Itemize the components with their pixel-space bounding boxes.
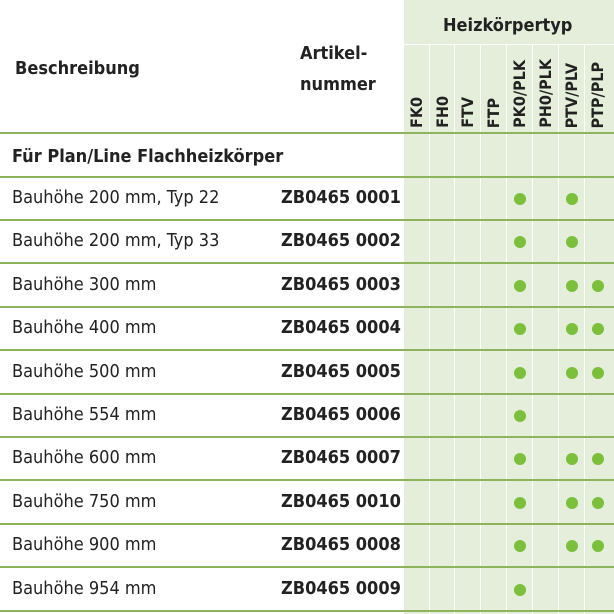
radiator-type-header — [559, 58, 584, 128]
radiator-type-label: FTP — [484, 97, 503, 128]
compatibility-dot-icon — [514, 453, 526, 465]
row-article-number: ZB0465 0005 — [281, 361, 401, 382]
article-column-header-line2: nummer — [300, 74, 376, 95]
row-article-number: ZB0465 0004 — [281, 317, 401, 338]
row-article-number: ZB0465 0002 — [281, 230, 401, 251]
compatibility-dot-icon — [566, 540, 578, 552]
description-column-header: Beschreibung — [15, 58, 140, 79]
table-row — [0, 352, 614, 393]
compatibility-dot-icon — [566, 236, 578, 248]
table-row — [0, 569, 614, 610]
table-row — [0, 438, 614, 479]
row-article-number: ZB0465 0010 — [281, 491, 401, 512]
compatibility-dot-icon — [514, 410, 526, 422]
row-article-number: ZB0465 0003 — [281, 274, 401, 295]
compatibility-dot-icon — [514, 367, 526, 379]
radiator-type-header — [430, 58, 455, 128]
compatibility-dot-icon — [566, 193, 578, 205]
radiator-type-label: PTP/PLP — [588, 61, 607, 128]
row-article-number: ZB0465 0009 — [281, 578, 401, 599]
row-description: Bauhöhe 954 mm — [12, 578, 157, 599]
row-divider — [0, 566, 614, 568]
row-article-number: ZB0465 0007 — [281, 447, 401, 468]
radiator-type-label: FTV — [458, 97, 477, 128]
compatibility-dot-icon — [592, 453, 604, 465]
table-row — [0, 221, 614, 262]
table-row — [0, 525, 614, 566]
radiator-type-header — [404, 58, 429, 128]
compatibility-dot-icon — [566, 497, 578, 509]
row-article-number: ZB0465 0006 — [281, 404, 401, 425]
table-row — [0, 265, 614, 306]
table-row — [0, 308, 614, 349]
row-description: Bauhöhe 750 mm — [12, 491, 157, 512]
compatibility-dot-icon — [514, 584, 526, 596]
row-description: Bauhöhe 400 mm — [12, 317, 157, 338]
row-article-number: ZB0465 0008 — [281, 534, 401, 555]
compatibility-dot-icon — [566, 453, 578, 465]
section-title: Für Plan/Line Flachheizkörper — [12, 146, 284, 167]
row-description: Bauhöhe 554 mm — [12, 404, 157, 425]
compatibility-dot-icon — [592, 280, 604, 292]
row-divider — [0, 479, 614, 481]
radiator-type-header — [481, 58, 506, 128]
row-description: Bauhöhe 600 mm — [12, 447, 157, 468]
radiator-type-label: FK0 — [407, 96, 426, 128]
row-divider — [0, 610, 614, 612]
group-header-divider — [404, 44, 614, 45]
row-description: Bauhöhe 900 mm — [12, 534, 157, 555]
radiator-type-header — [507, 58, 532, 128]
table-row — [0, 482, 614, 523]
compatibility-dot-icon — [566, 367, 578, 379]
compatibility-dot-icon — [514, 236, 526, 248]
radiator-type-label: PH0/PLK — [536, 59, 555, 128]
compatibility-dot-icon — [514, 323, 526, 335]
compatibility-dot-icon — [566, 280, 578, 292]
compatibility-dot-icon — [514, 193, 526, 205]
radiator-type-label: PK0/PLK — [510, 60, 529, 128]
compatibility-dot-icon — [514, 540, 526, 552]
article-column-header-line1: Artikel- — [300, 43, 368, 64]
compatibility-dot-icon — [592, 540, 604, 552]
row-description: Bauhöhe 500 mm — [12, 361, 157, 382]
radiator-type-group-header: Heizkörpertyp — [443, 15, 573, 36]
compatibility-dot-icon — [592, 367, 604, 379]
row-description: Bauhöhe 200 mm, Typ 33 — [12, 230, 220, 251]
row-description: Bauhöhe 300 mm — [12, 274, 157, 295]
table-row — [0, 178, 614, 219]
radiator-type-header — [455, 58, 480, 128]
table-row — [0, 395, 614, 436]
row-divider — [0, 349, 614, 351]
compatibility-dot-icon — [514, 280, 526, 292]
row-description: Bauhöhe 200 mm, Typ 22 — [12, 187, 220, 208]
radiator-type-label: FH0 — [433, 96, 452, 128]
compatibility-dot-icon — [592, 497, 604, 509]
compatibility-dot-icon — [514, 497, 526, 509]
radiator-type-header — [533, 58, 558, 128]
row-divider — [0, 262, 614, 264]
compatibility-dot-icon — [566, 323, 578, 335]
radiator-type-header — [585, 58, 610, 128]
row-article-number: ZB0465 0001 — [281, 187, 401, 208]
compatibility-dot-icon — [592, 323, 604, 335]
radiator-type-label: PTV/PLV — [562, 62, 581, 128]
header-divider — [0, 132, 614, 134]
